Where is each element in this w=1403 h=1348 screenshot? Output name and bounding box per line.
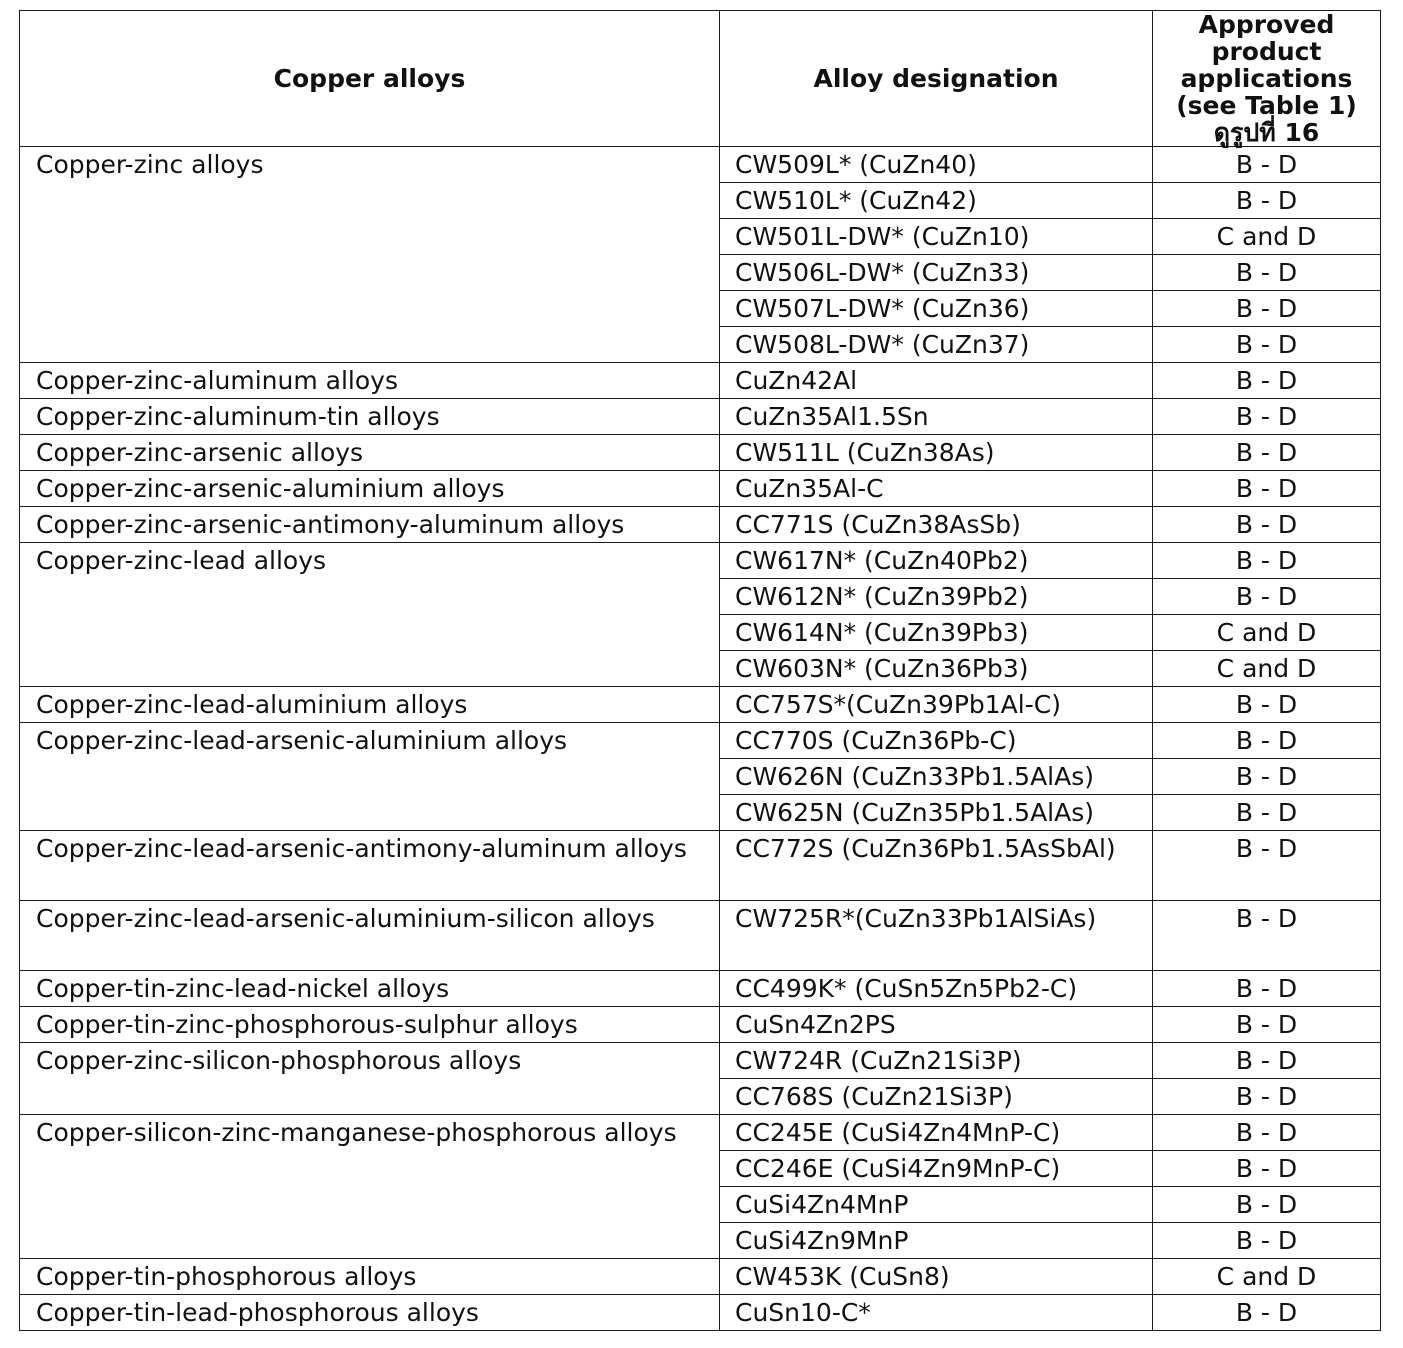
approved-application: B - D (1153, 1115, 1381, 1151)
alloy-designation: CC768S (CuZn21Si3P) (720, 1079, 1153, 1115)
alloy-designation: CW724R (CuZn21Si3P) (720, 1043, 1153, 1079)
alloy-group-name: Copper-tin-zinc-lead-nickel alloys (20, 971, 720, 1007)
alloy-group-name: Copper-silicon-zinc-manganese-phosphorous alloys (20, 1115, 720, 1259)
alloy-designation: CuZn35Al-C (720, 471, 1153, 507)
table-header-row (20, 11, 1381, 147)
alloy-group-name: Copper-tin-lead-phosphorous alloys (20, 1295, 720, 1331)
approved-application: B - D (1153, 901, 1381, 971)
table-row (20, 901, 1381, 971)
alloy-designation: CC499K* (CuSn5Zn5Pb2-C) (720, 971, 1153, 1007)
alloy-designation: CW507L-DW* (CuZn36) (720, 291, 1153, 327)
approved-application: B - D (1153, 543, 1381, 579)
alloy-group-name: Copper-zinc-lead alloys (20, 543, 720, 687)
table-row (20, 723, 1381, 759)
alloy-designation: CuSn4Zn2PS (720, 1007, 1153, 1043)
alloy-group-name: Copper-zinc-aluminum alloys (20, 363, 720, 399)
alloy-designation: CuSn10-C* (720, 1295, 1153, 1331)
header-copper-alloys: Copper alloys (20, 11, 720, 147)
approved-application: B - D (1153, 1223, 1381, 1259)
alloy-designation: CC771S (CuZn38AsSb) (720, 507, 1153, 543)
alloy-designation: CC757S*(CuZn39Pb1Al-C) (720, 687, 1153, 723)
table-row (20, 543, 1381, 579)
approved-application: C and D (1153, 1259, 1381, 1295)
header-alloy-designation: Alloy designation (720, 11, 1153, 147)
approved-application: B - D (1153, 723, 1381, 759)
table-row (20, 1115, 1381, 1151)
approved-application: B - D (1153, 1043, 1381, 1079)
approved-application: B - D (1153, 435, 1381, 471)
header-line: ดูรูปที่ 16 (1213, 118, 1320, 147)
approved-application: B - D (1153, 687, 1381, 723)
alloy-group-name: Copper-zinc-lead-arsenic-antimony-aluminum alloys (20, 831, 720, 901)
approved-application: B - D (1153, 971, 1381, 1007)
approved-application: B - D (1153, 507, 1381, 543)
approved-application: B - D (1153, 1187, 1381, 1223)
alloy-designation: CC772S (CuZn36Pb1.5AsSbAl) (720, 831, 1153, 901)
table-row (20, 1007, 1381, 1043)
approved-application: B - D (1153, 471, 1381, 507)
alloy-designation: CW506L-DW* (CuZn33) (720, 255, 1153, 291)
alloy-group-name: Copper-zinc-arsenic-aluminium alloys (20, 471, 720, 507)
alloy-designation: CW453K (CuSn8) (720, 1259, 1153, 1295)
approved-application: B - D (1153, 147, 1381, 183)
alloy-designation: CW603N* (CuZn36Pb3) (720, 651, 1153, 687)
alloy-group-name: Copper-zinc-lead-arsenic-aluminium-silicon alloys (20, 901, 720, 971)
alloy-designation: CW625N (CuZn35Pb1.5AlAs) (720, 795, 1153, 831)
alloy-designation: CuSi4Zn4MnP (720, 1187, 1153, 1223)
header-approved-applications (1153, 11, 1381, 147)
table-row (20, 1295, 1381, 1331)
alloy-group-name: Copper-zinc-arsenic-antimony-aluminum alloys (20, 507, 720, 543)
approved-application: B - D (1153, 759, 1381, 795)
header-line: (see Table 1) (1176, 91, 1357, 120)
approved-application: C and D (1153, 615, 1381, 651)
alloy-group-name: Copper-zinc alloys (20, 147, 720, 363)
alloy-designation: CC770S (CuZn36Pb-C) (720, 723, 1153, 759)
alloy-designation: CW626N (CuZn33Pb1.5AlAs) (720, 759, 1153, 795)
table-row (20, 507, 1381, 543)
approved-application: B - D (1153, 1007, 1381, 1043)
approved-application: B - D (1153, 579, 1381, 615)
table-body (20, 147, 1381, 1331)
alloy-group-name: Copper-tin-phosphorous alloys (20, 1259, 720, 1295)
table-row (20, 971, 1381, 1007)
alloy-designation: CW612N* (CuZn39Pb2) (720, 579, 1153, 615)
alloy-designation: CW510L* (CuZn42) (720, 183, 1153, 219)
approved-application: B - D (1153, 363, 1381, 399)
approved-application: B - D (1153, 399, 1381, 435)
alloy-designation: CuZn35Al1.5Sn (720, 399, 1153, 435)
alloy-designation: CW614N* (CuZn39Pb3) (720, 615, 1153, 651)
table-row (20, 147, 1381, 183)
alloy-designation: CW511L (CuZn38As) (720, 435, 1153, 471)
approved-application: B - D (1153, 831, 1381, 901)
table-row (20, 435, 1381, 471)
table-row (20, 363, 1381, 399)
table-row (20, 471, 1381, 507)
alloy-designation: CuZn42Al (720, 363, 1153, 399)
approved-application: B - D (1153, 291, 1381, 327)
alloy-table (19, 10, 1381, 1331)
table-row (20, 831, 1381, 901)
alloy-designation: CW508L-DW* (CuZn37) (720, 327, 1153, 363)
alloy-designation: CW617N* (CuZn40Pb2) (720, 543, 1153, 579)
alloy-group-name: Copper-zinc-lead-aluminium alloys (20, 687, 720, 723)
alloy-group-name: Copper-zinc-aluminum-tin alloys (20, 399, 720, 435)
approved-application: B - D (1153, 1151, 1381, 1187)
alloy-designation: CC245E (CuSi4Zn4MnP-C) (720, 1115, 1153, 1151)
alloy-designation: CuSi4Zn9MnP (720, 1223, 1153, 1259)
alloy-designation: CW509L* (CuZn40) (720, 147, 1153, 183)
alloy-designation: CW501L-DW* (CuZn10) (720, 219, 1153, 255)
table-row (20, 687, 1381, 723)
header-line: applications (1180, 64, 1353, 93)
table-row (20, 1043, 1381, 1079)
alloy-designation: CW725R*(CuZn33Pb1AlSiAs) (720, 901, 1153, 971)
approved-application: C and D (1153, 651, 1381, 687)
approved-application: B - D (1153, 1295, 1381, 1331)
table-row (20, 1259, 1381, 1295)
alloy-designation: CC246E (CuSi4Zn9MnP-C) (720, 1151, 1153, 1187)
alloy-group-name: Copper-zinc-arsenic alloys (20, 435, 720, 471)
approved-application: B - D (1153, 1079, 1381, 1115)
approved-application: C and D (1153, 219, 1381, 255)
table-row (20, 399, 1381, 435)
alloy-group-name: Copper-zinc-lead-arsenic-aluminium alloys (20, 723, 720, 831)
approved-application: B - D (1153, 327, 1381, 363)
approved-application: B - D (1153, 183, 1381, 219)
approved-application: B - D (1153, 795, 1381, 831)
alloy-group-name: Copper-tin-zinc-phosphorous-sulphur alloys (20, 1007, 720, 1043)
approved-application: B - D (1153, 255, 1381, 291)
header-line: Approved product (1198, 10, 1335, 66)
alloy-group-name: Copper-zinc-silicon-phosphorous alloys (20, 1043, 720, 1115)
